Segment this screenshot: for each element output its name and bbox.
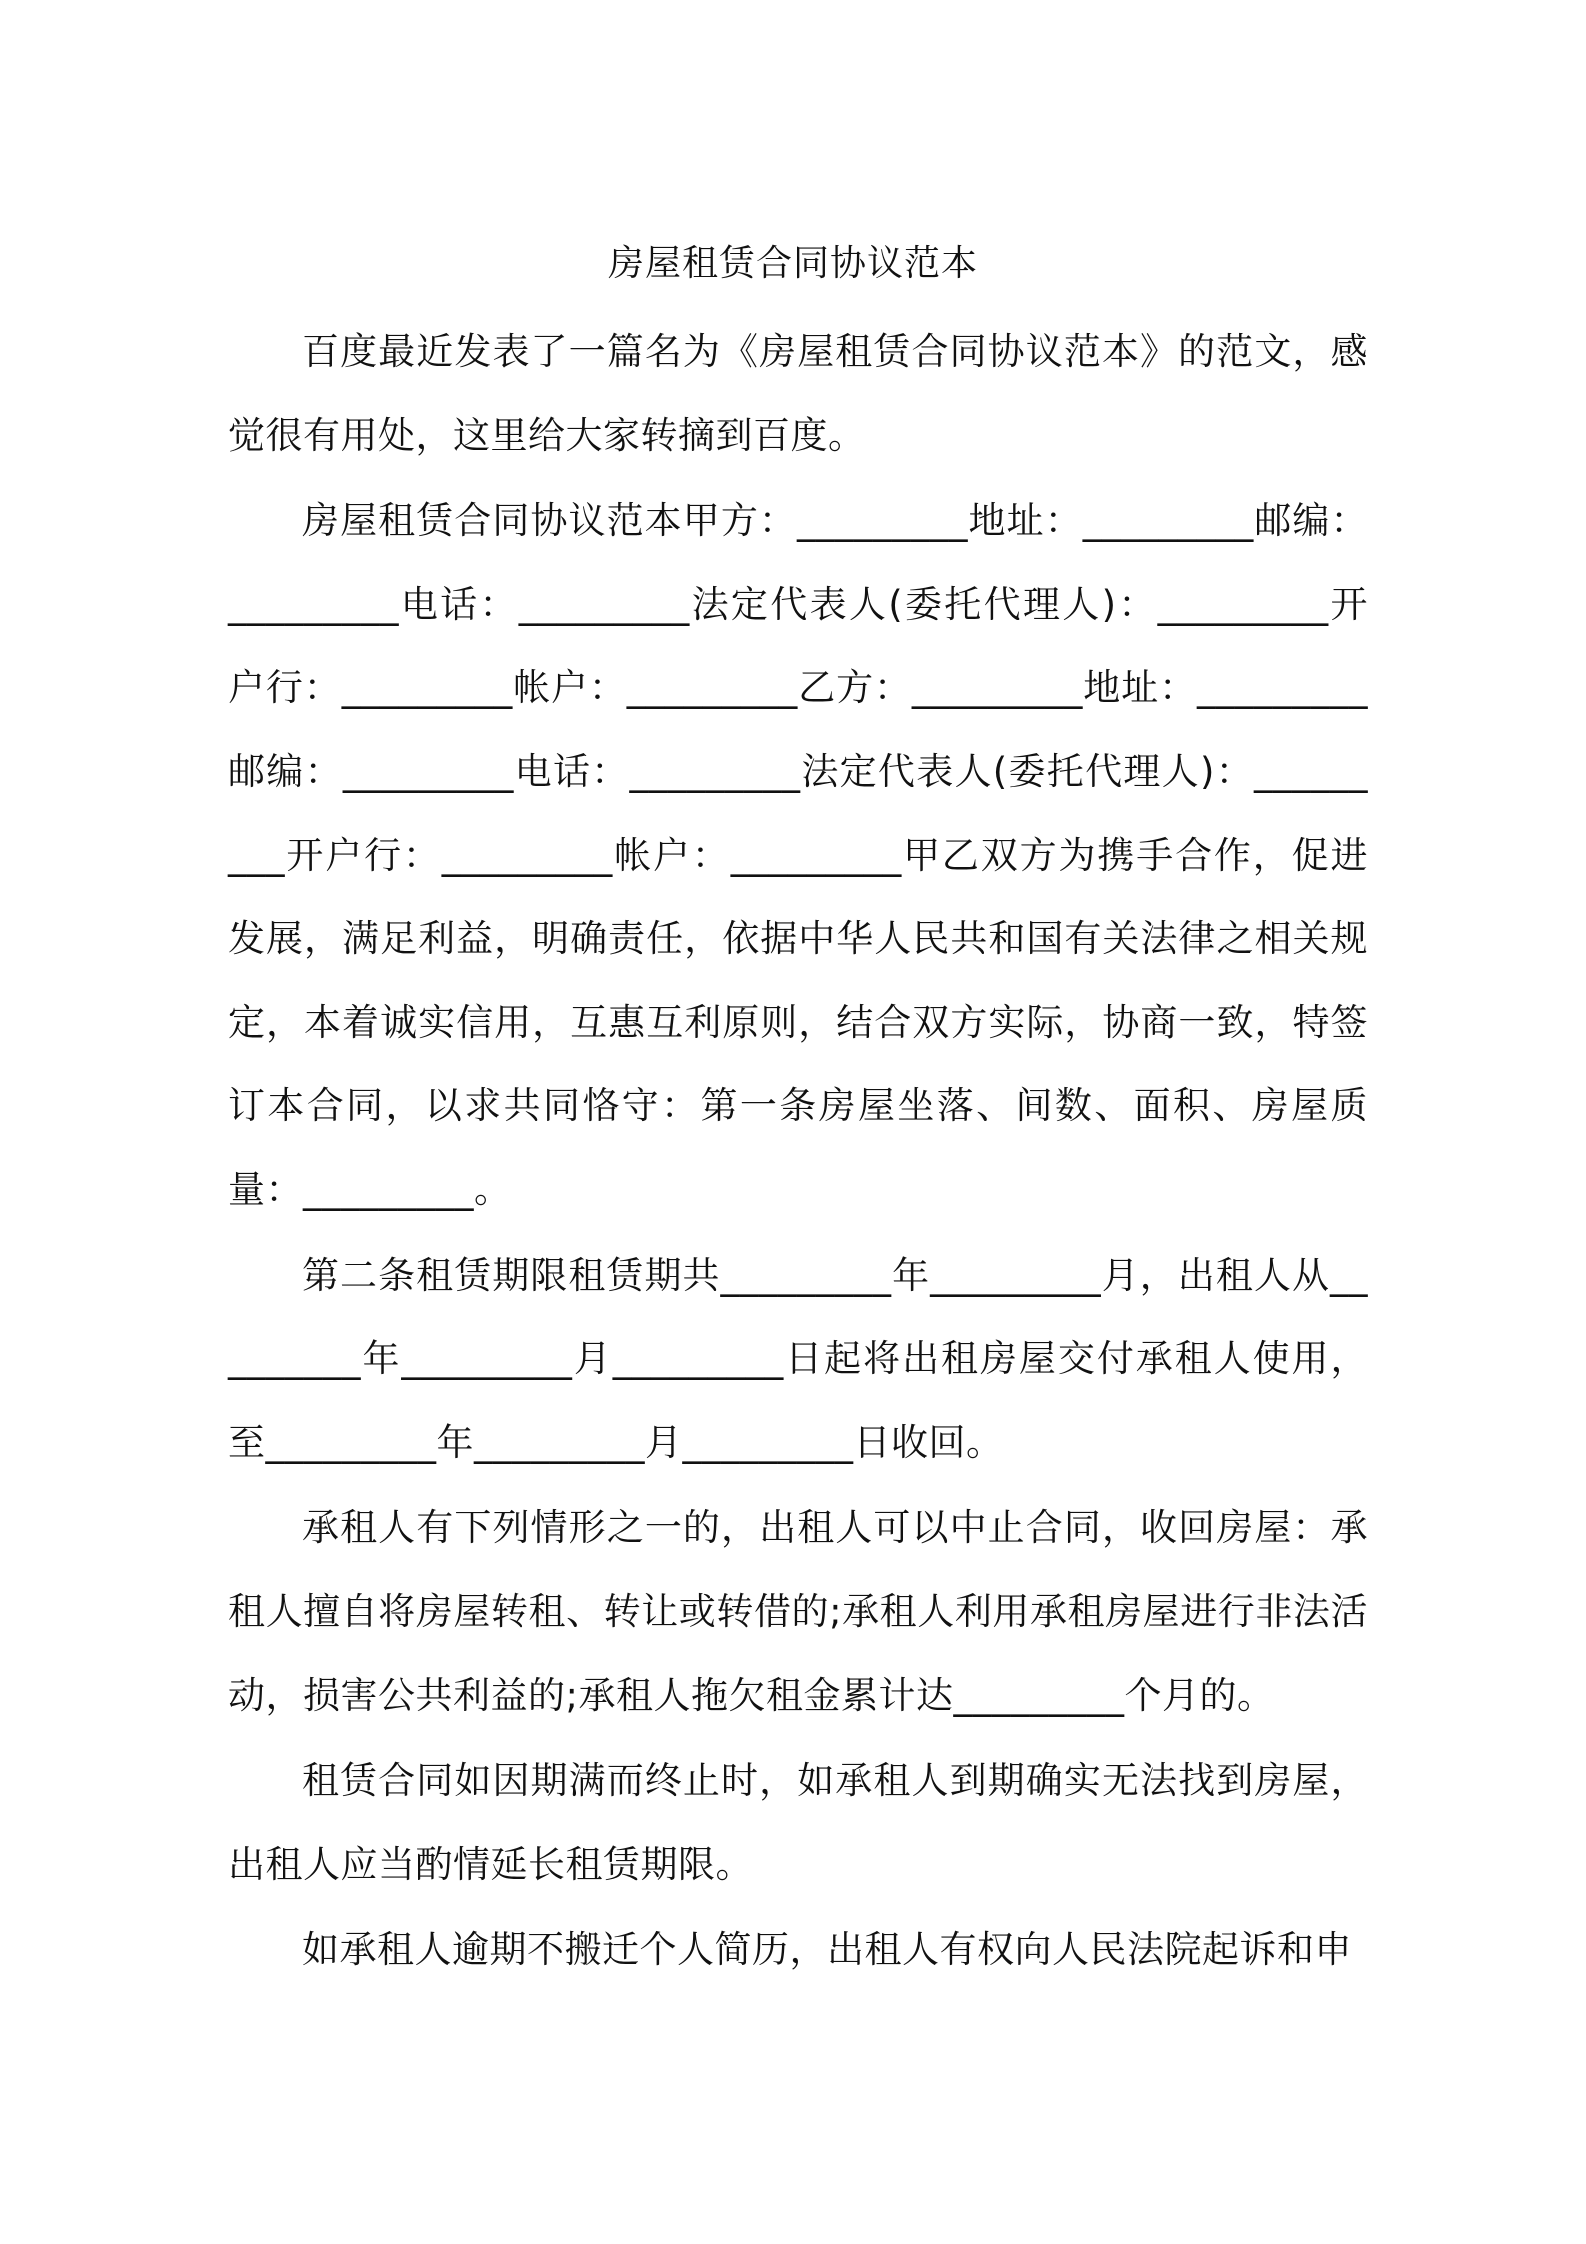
paragraph-lease-term: 第二条租赁期限租赁期共_________年_________月，出租人从_________年_________月_________日起将出租房屋交付承租人使用，至_________年_________月_________日收回。 — [228, 1253, 1368, 1464]
document-title: 房屋租赁合同协议范本 — [607, 243, 978, 284]
document-body — [228, 310, 1368, 1994]
paragraph-extension: 租赁合同如因期满而终止时，如承租人到期确实无法找到房屋，出租人应当酌情延长租赁期限。 — [228, 1759, 1368, 1886]
paragraph-termination-conditions: 承租人有下列情形之一的，出租人可以中止合同，收回房屋：承租人擅自将房屋转租、转让或转借的;承租人利用承租房屋进行非法活动，损害公共利益的;承租人拖欠租金累计达_________个月的。 — [228, 1506, 1368, 1717]
paragraph-overdue: 如承租人逾期不搬迁个人简历，出租人有权向人民法院起诉和申 — [302, 1928, 1352, 1972]
paragraph-intro: 百度最近发表了一篇名为《房屋租赁合同协议范本》的范文，感觉很有用处，这里给大家转摘到百度。 — [228, 330, 1368, 457]
paragraph-parties: 房屋租赁合同协议范本甲方：_________地址：_________邮编：_________电话：_________法定代表人(委托代理人)：_________开户行：_________帐户：_________乙方：_________地址：_________邮编：_________电话：_________法定代表人(委托代理人)：_________开户行：_________帐户：_________甲乙双方为携手合作，促进发展，满足利益，明确责任，依据中华人民共和国有关法律之相关规定，本着诚实信用，互惠互利原则，结合双方实际，协商一致，特签订本合同，以求共同恪守：第一条房屋坐落、间数、面积、房屋质量：_________。 — [228, 499, 1368, 1211]
